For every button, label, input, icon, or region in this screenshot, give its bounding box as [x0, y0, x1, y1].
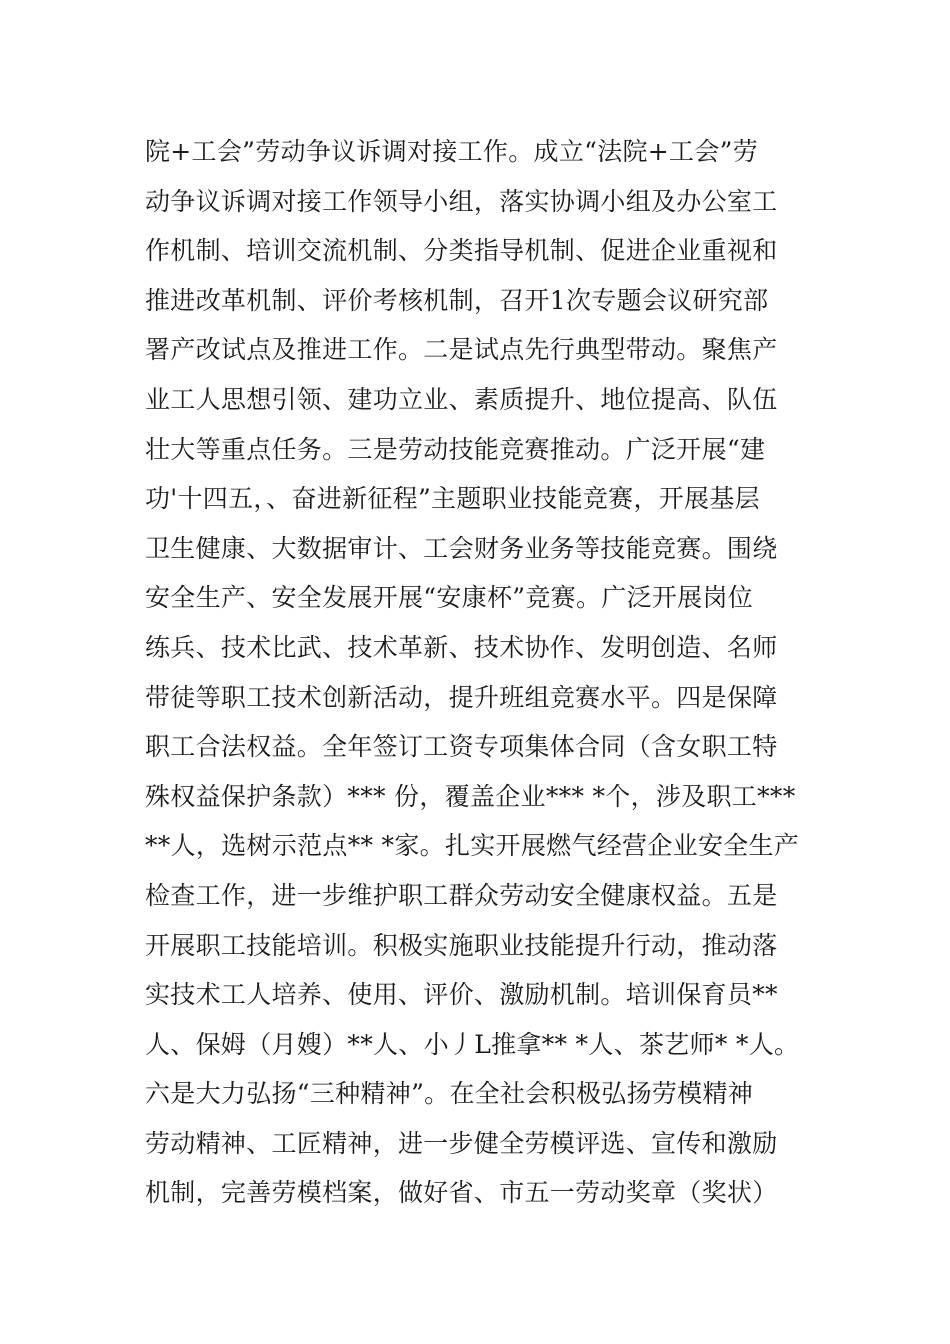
text-line: 机制，完善劳模档案，做好省、市五一劳动奖章（奖状） [145, 1178, 778, 1208]
text-line: 壮大等重点任务。三是劳动技能竞赛推动。广泛开展“建 [145, 434, 766, 464]
text-line: 功'十四五，、奋进新征程”主题职业技能竞赛，开展基层 [145, 484, 760, 514]
text-line: 院+工会”劳动争议诉调对接工作。成立“法院+工会”劳 [145, 137, 759, 166]
text-line: 劳动精神、工匠精神，进一步健全劳模评选、宣传和激励 [145, 1128, 778, 1158]
text-line: 推进改革机制、评价考核机制，召开1次专题会议研究部 [145, 285, 769, 315]
text-line: 业工人思想引领、建功立业、素质提升、地位提高、队伍 [145, 384, 778, 414]
text-line: 署产改试点及推进工作。二是试点先行典型带动。聚焦产 [145, 335, 778, 365]
text-line: 六是大力弘扬“三种精神”。在全社会积极弘扬劳模精神 [145, 1079, 754, 1109]
text-line: 带徒等职工技术创新活动，提升班组竞赛水平。四是保障 [145, 682, 778, 712]
text-line: 安全生产、安全发展开展“安康杯”竞赛。广泛开展岗位 [145, 583, 754, 613]
text-line: 人、保姆（月嫂）**人、小丿L推拿** *人、茶艺师* *人。 [145, 1029, 800, 1059]
text-line: 检查工作，进一步维护职工群众劳动安全健康权益。五是 [145, 880, 778, 910]
text-line: 作机制、培训交流机制、分类指导机制、促进企业重视和 [145, 236, 778, 266]
text-line: 开展职工技能培训。积极实施职业技能提升行动，推动落 [145, 930, 778, 960]
body-paragraph [145, 127, 845, 1218]
text-line: 卫生健康、大数据审计、工会财务业务等技能竞赛。围绕 [145, 533, 778, 563]
text-line: 动争议诉调对接工作领导小组，落实协调小组及办公室工 [145, 186, 778, 216]
text-line: 实技术工人培养、使用、评价、激励机制。培训保育员** [145, 980, 778, 1010]
text-line: **人，选树示范点** *家。扎实开展燃气经营企业安全生产 [145, 831, 800, 861]
text-line: 殊权益保护条款）*** 份，覆盖企业*** *个，涉及职工*** [145, 781, 796, 811]
text-line: 职工合法权益。全年签订工资专项集体合同（含女职工特 [145, 732, 778, 762]
text-line: 练兵、技术比武、技术革新、技术协作、发明创造、名师 [145, 632, 778, 662]
